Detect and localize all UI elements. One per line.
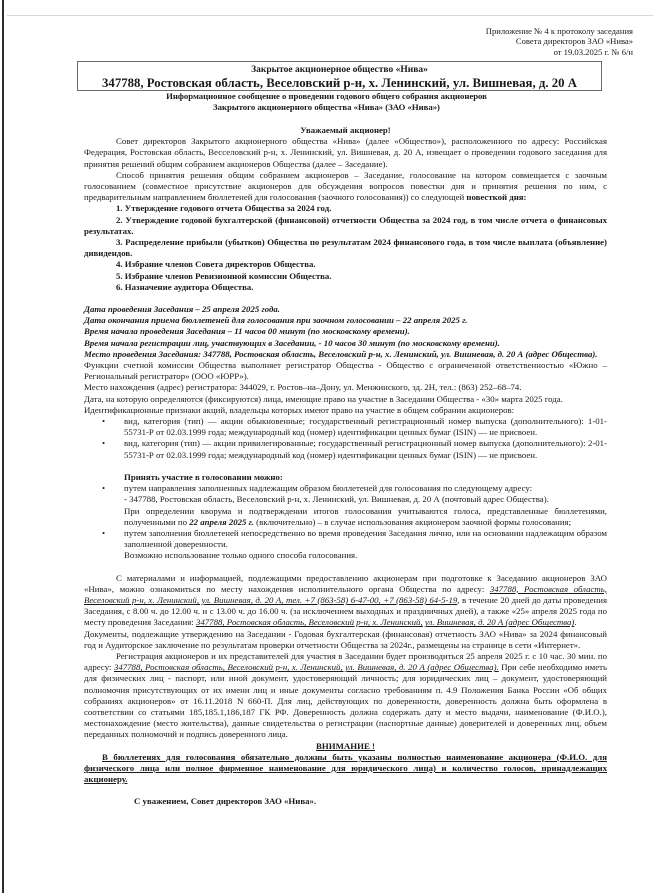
- method-paragraph: [84, 170, 607, 204]
- agenda-label: повесткой дня:: [466, 192, 527, 203]
- materials-hours: , в течение 20 дней до даты проведения Заседания, с 8.00 ч. до 12.00 ч. и с 13.00 ч. до 16.00 ч. (за исключением выходных и праздничных дней), а также «25» апреля 2025 года по месту проведения Заседания:: [84, 594, 607, 628]
- voting-options: [84, 483, 607, 494]
- meeting-date: Дата проведения Заседания – 25 апреля 2025 года.: [84, 304, 280, 315]
- meeting-info: [84, 304, 607, 360]
- materials-end: .: [574, 617, 577, 628]
- meeting-start-time: Время начала проведения Заседания – 11 часов 00 минут (по московскому времени).: [84, 326, 410, 337]
- registration-text: Регистрация акционеров и их представителей для участия в Заседании будет производиться 25 апреля 2025 г. с 10 час. 30 мин. по адресу:: [84, 650, 607, 673]
- appendix-line-2: Совета директоров ЗАО «Нива»: [515, 36, 633, 47]
- agenda-item: 6. Назначение аудитора Общества.: [116, 281, 254, 292]
- agenda-item: 5. Избрание членов Ревизионной комиссии Общества.: [116, 270, 332, 281]
- voting-option-mail: [84, 483, 607, 494]
- registration-start-time: Время начала регистрации лиц, участвующих в Заседании, - 10 часов 30 минут (по московскому времени).: [84, 337, 500, 348]
- shares-list: [84, 416, 607, 461]
- ballot-deadline: Дата окончания приема бюллетеней для голосования при заочном голосовании – 22 апреля 2025 г.: [84, 315, 468, 326]
- appendix-line-3: от 19.03.2025 г. № 6/н: [553, 46, 633, 57]
- scan-top-line: [7, 15, 653, 16]
- appendix-reference: [486, 26, 633, 57]
- appendix-line-1: Приложение № 4 к протоколу заседания: [485, 26, 633, 36]
- company-address: 347788, Ростовская область, Веселовский р-н, х. Ленинский, ул. Вишневая, д. 20 А: [102, 76, 577, 90]
- registration-requirements: При себе необходимо иметь для физических лиц - паспорт, или иной документ, удостоверяющий личность; для юридических лиц – документ, удостоверяющий полномочия присутствующих от их имени лиц и иные документы согласно требованиям п. 4.9 Положения Банка России «Об общих собраниях акционеров» от 16.11.2018 N 660-П. Для лиц, действующих по доверенности, доверенность должна быть оформлена в соответствии со статьями 185,185.1,186,187 ГК РФ. Доверенность должна содержать дату и место выдачи, наименование (Ф.И.О.), местонахождение (место жительства), данные свидетельства о регистрации (паспортные данные) доверителей и доверенных лиц, объем переданных полномочий и подпись доверенного лица.: [84, 662, 607, 740]
- signature: С уважением, Совет директоров ЗАО «Нива».: [134, 796, 317, 807]
- method-text: Способ принятия решения общим собранием акционеров – Заседание, голосование на котором совмещается с заочным голосованием (совместное присутствие акционеров для обсуждения вопросов повестки дня и принятия решения по ним, с предварительным направлением бюллетеней для голосования (заочного голосования)) со следующей: [84, 169, 607, 203]
- registrar-location: Место нахождения (адрес) регистратора: 344029, г. Ростов–на–Дону, ул. Менжинского, зд. 2Н, тел.: (863) 252–68–74.: [84, 382, 522, 393]
- greeting: Уважаемый акционер!: [300, 125, 391, 135]
- quorum-text-end: (включительно) – в случае использования акционером заочной формы голосования;: [253, 516, 572, 527]
- materials-address: 347788, Ростовская область, Веселовский р-н, х. Ленинский, ул. Вишневая, д. 20 А, тел. +7 (863-58) 6-47-00, +7 (863-58) 64-5-19: [84, 583, 607, 605]
- shares-intro: Идентификационные признаки акций, владельцы которых имеют право на участие в общем собрании акционеров:: [84, 404, 515, 415]
- document-title-line-1: Информационное сообщение о проведении годового общего собрания акционеров: [166, 91, 487, 101]
- voting-option-mail-text: путем направления заполненных надлежащим образом бюллетеней для голосования по следующему адресу:: [124, 483, 533, 494]
- voting-options-2: [84, 528, 607, 550]
- quorum-text: При определении кворума и подтверждении итогов голосования учитываются голоса, представленные бюллетенями, полученными по: [124, 505, 607, 527]
- share-item-preferred: • вид, категория (тип) — акции привилегированные; государственный регистрационный номер выпуска (дополнительного): 2-01-55731-Р от 02.03.1999 года; международный код (номер) идентификации ценных бумаг (ISIN) — не присвоен.: [84, 438, 607, 460]
- intro-paragraph: Совет директоров Закрытого акционерного общества «Нива» (далее «Общество»), расположенного по адресу: Российская Федерация, Ростовская область, Весселовский р-н, х. Ленинский, ул. Вишневая, д. 20 А, извещает о проведении годового заседания для принятия решений общим собранием акционеров Общества (далее – Заседание).: [84, 136, 607, 169]
- company-header: [77, 61, 602, 91]
- record-date: Дата, на которую определяются (фиксируются) лица, имеющие право на участие в Заседании Общества - «30» марта 2025 года.: [84, 393, 563, 404]
- document-title: [0, 91, 653, 113]
- agenda-item: 4. Избрание членов Совета директоров Общества.: [116, 259, 316, 270]
- voting-option-in-person: • путем заполнения бюллетеней непосредственно во время проведения Заседания лично, или на основании надлежащим образом заполненной доверенности.: [84, 528, 607, 550]
- documents-paragraph: Документы, подлежащие утверждению на Заседании - Годовая бухгалтерская (финансовая) отчетность ЗАО «Нива» за 2024 финансовый год и Аудиторское заключение по результатам проверки отчетности Общества за 2024г., размещены на странице в сети «Интернет».: [84, 628, 607, 650]
- share-item-ordinary: • вид, категория (тип) — акции обыкновенные; государственный регистрационный номер выпуска (дополнительного): 1-01-55731-Р от 02.03.1999 года; международный код (номер) идентификации ценных бумаг (ISIN) — не присвоен.: [84, 416, 607, 438]
- company-name: Закрытое акционерное общество «Нива»: [251, 65, 428, 75]
- agenda-list: [84, 203, 607, 293]
- mail-address: - 347788, Ростовская область, Веселовский р-н, х. Ленинский, ул. Вишневая, д. 20 А (почтовый адрес Общества).: [124, 494, 549, 505]
- registration-paragraph: [84, 651, 607, 741]
- document-title-line-2: Закрытого акционерного общества «Нива» (ЗАО «Нива»): [213, 102, 440, 112]
- voting-note: Возможно использование только одного способа голосования.: [124, 550, 358, 561]
- materials-paragraph: [84, 573, 607, 629]
- quorum-date: 22 апреля 2025 г.: [189, 516, 254, 527]
- agenda-item: 3. Распределение прибыли (убытков) Общества по результатам 2024 финансового года, в том числе выплата (объявление) дивидендов.: [84, 237, 607, 259]
- scan-edge: [2, 0, 4, 893]
- agenda-item: 1. Утверждение годового отчета Общества за 2024 год.: [116, 203, 332, 214]
- agenda-item: 2. Утверждение годовой бухгалтерской (финансовой) отчетности Общества за 2024 год, в том числе отчета о финансовых результатах.: [84, 214, 607, 236]
- document-body: [84, 125, 607, 808]
- quorum-note: [84, 506, 607, 528]
- attention-text: В бюллетенях для голосования обязательно должны быть указаны полностью наименование акционера (Ф.И.О. для физического лица или полное фирменное наименование для юридического лица) и количество голосов, принадлежащих акционеру.: [84, 751, 607, 785]
- registration-address: 347788, Ростовская область, Веселовский р-н, х. Ленинский, ул. Вишневая, д. 20 А (адрес Общества).: [113, 662, 499, 673]
- meeting-location: Место проведения Заседания: 347788, Ростовская область, Веселовский р-н, х. Ленинский, ул. Вишневая, д. 20 А (адрес Общества).: [84, 348, 598, 359]
- meeting-address: 347788, Ростовская область, Веселовский р-н, х. Ленинский, ул. Вишневая, д. 20 А (адрес Общества): [195, 617, 575, 628]
- materials-text: С материалами и информацией, подлежащими предоставлению акционерам при подготовке к Заседанию акционеров ЗАО «Нива», можно ознакомиться по месту нахождения исполнительного органа Общества по адресу:: [84, 572, 607, 594]
- attention-title: ВНИМАНИЕ !: [316, 740, 375, 751]
- voting-title: Принять участие в голосовании можно:: [124, 471, 283, 482]
- registrar-functions: Функции счетной комиссии Общества выполняет регистратор Общества - Общество с ограниченной ответственностью «Южно – Региональный регистратор» (ООО «ЮРР»).: [84, 360, 607, 382]
